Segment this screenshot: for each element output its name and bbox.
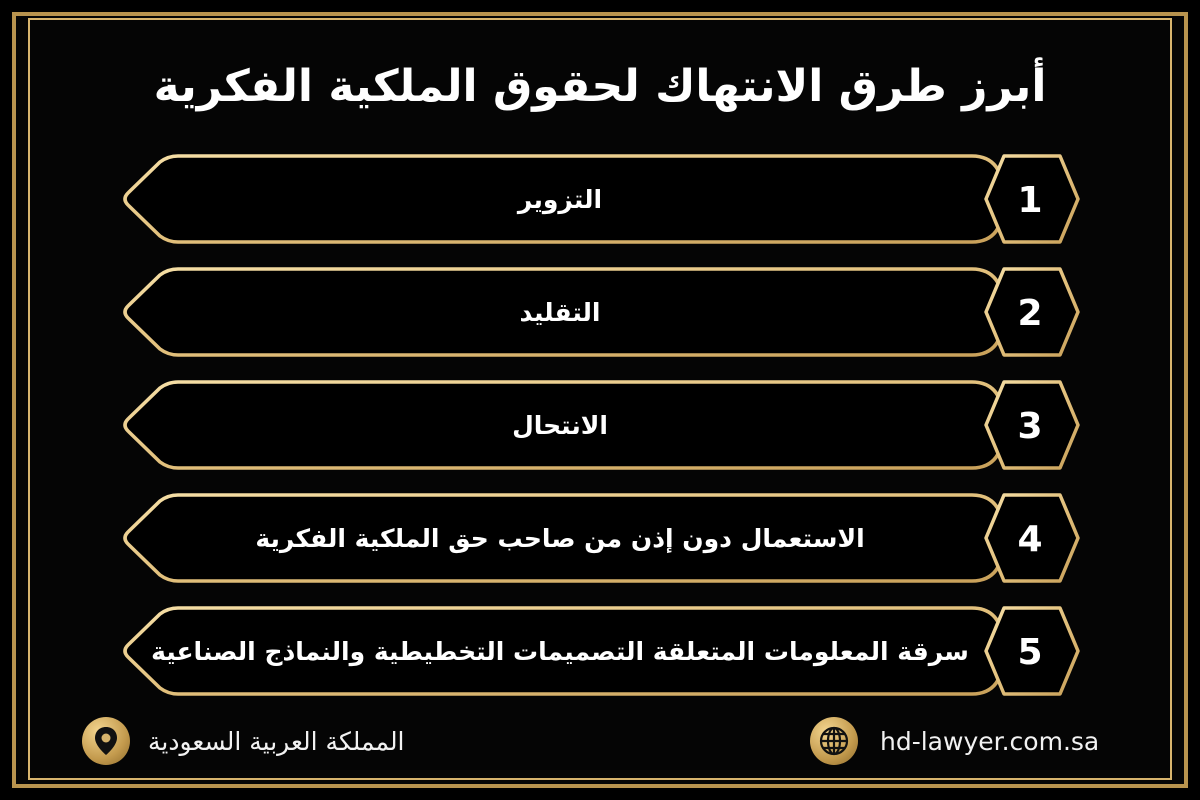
item-text-4: الاستعمال دون إذن من صاحب حق الملكية الفكرية [255, 524, 865, 553]
item-number-3: 3 [1017, 405, 1043, 447]
page-title: أبرز طرق الانتهاك لحقوق الملكية الفكرية [153, 61, 1047, 112]
map-pin-icon [82, 717, 130, 765]
footer-website[interactable]: hd-lawyer.com.sa [880, 727, 1100, 756]
item-number-5: 5 [1017, 631, 1043, 673]
item-text-3: الانتحال [512, 411, 608, 440]
globe-icon [810, 717, 858, 765]
item-text-2: التقليد [519, 298, 601, 327]
item-number-2: 2 [1017, 292, 1043, 334]
footer-location: المملكة العربية السعودية [148, 727, 405, 756]
item-text-1: التزوير [517, 185, 603, 214]
item-number-4: 4 [1017, 518, 1043, 560]
item-number-1: 1 [1017, 179, 1043, 221]
item-text-5: سرقة المعلومات المتعلقة التصميمات التخطيطية والنماذج الصناعية [151, 637, 969, 666]
